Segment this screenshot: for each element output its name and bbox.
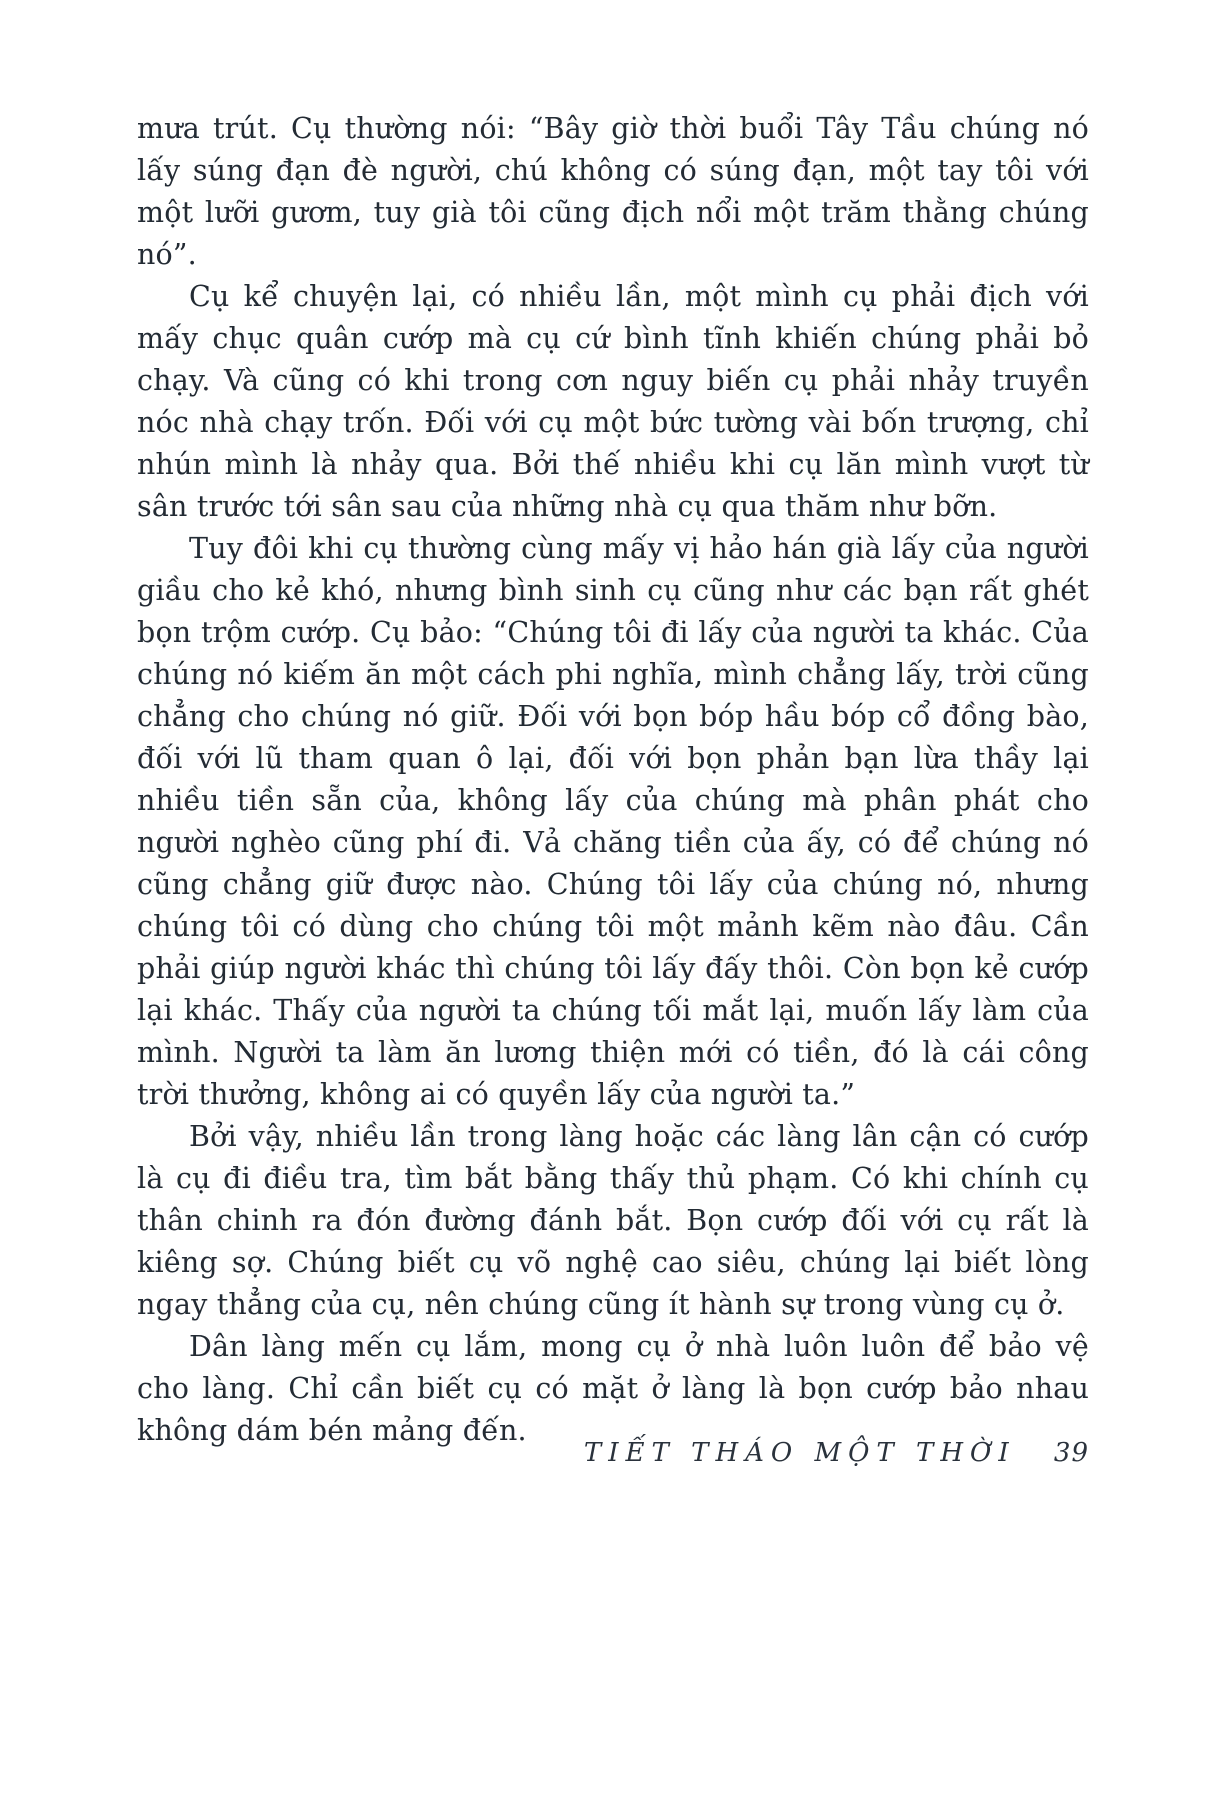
running-title: TIẾT THÁO MỘT THỜI [583,1438,1016,1468]
page-footer [137,1438,1089,1468]
paragraph: Tuy đôi khi cụ thường cùng mấy vị hảo hán già lấy của người giầu cho kẻ khó, nhưng bình sinh cụ cũng như các bạn rất ghét bọn trộm cướp. Cụ bảo: “Chúng tôi đi lấy của người ta khác. Của chúng nó kiếm ăn một cách phi nghĩa, mình chẳng lấy, trời cũng chẳng cho chúng nó giữ. Đối với bọn bóp hầu bóp cổ đồng bào, đối với lũ tham quan ô lại, đối với bọn phản bạn lừa thầy lại nhiều tiền sẵn của, không lấy của chúng mà phân phát cho người nghèo cũng phí đi. Vả chăng tiền của ấy, có để chúng nó cũng chẳng giữ được nào. Chúng tôi lấy của chúng nó, nhưng chúng tôi có dùng cho chúng tôi một mảnh kẽm nào đâu. Cần phải giúp người khác thì chúng tôi lấy đấy thôi. Còn bọn kẻ cướp lại khác. Thấy của người ta chúng tối mắt lại, muốn lấy làm của mình. Người ta làm ăn lương thiện mới có tiền, đó là cái công trời thưởng, không ai có quyền lấy của người ta.” [137,532,1089,1111]
paragraph-continuation: mưa trút. Cụ thường nói: “Bây giờ thời buổi Tây Tầu chúng nó lấy súng đạn đè người, chú không có súng đạn, một tay tôi với một lưỡi gươm, tuy già tôi cũng địch nổi một trăm thằng chúng nó”. [137,112,1089,271]
paragraph: Cụ kể chuyện lại, có nhiều lần, một mình cụ phải địch với mấy chục quân cướp mà cụ cứ bình tĩnh khiến chúng phải bỏ chạy. Và cũng có khi trong cơn nguy biến cụ phải nhảy truyền nóc nhà chạy trốn. Đối với cụ một bức tường vài bốn trượng, chỉ nhún mình là nhảy qua. Bởi thế nhiều khi cụ lăn mình vượt từ sân trước tới sân sau của những nhà cụ qua thăm như bỡn. [137,280,1089,523]
body-text [137,108,1089,1452]
paragraph: Dân làng mến cụ lắm, mong cụ ở nhà luôn luôn để bảo vệ cho làng. Chỉ cần biết cụ có mặt ở làng là bọn cướp bảo nhau không dám bén mảng đến. [137,1330,1089,1447]
page-number: 39 [1053,1438,1089,1468]
paragraph: Bởi vậy, nhiều lần trong làng hoặc các làng lân cận có cướp là cụ đi điều tra, tìm bắt bằng thấy thủ phạm. Có khi chính cụ thân chinh ra đón đường đánh bắt. Bọn cướp đối với cụ rất là kiêng sợ. Chúng biết cụ võ nghệ cao siêu, chúng lại biết lòng ngay thẳng của cụ, nên chúng cũng ít hành sự trong vùng cụ ở. [137,1120,1089,1321]
